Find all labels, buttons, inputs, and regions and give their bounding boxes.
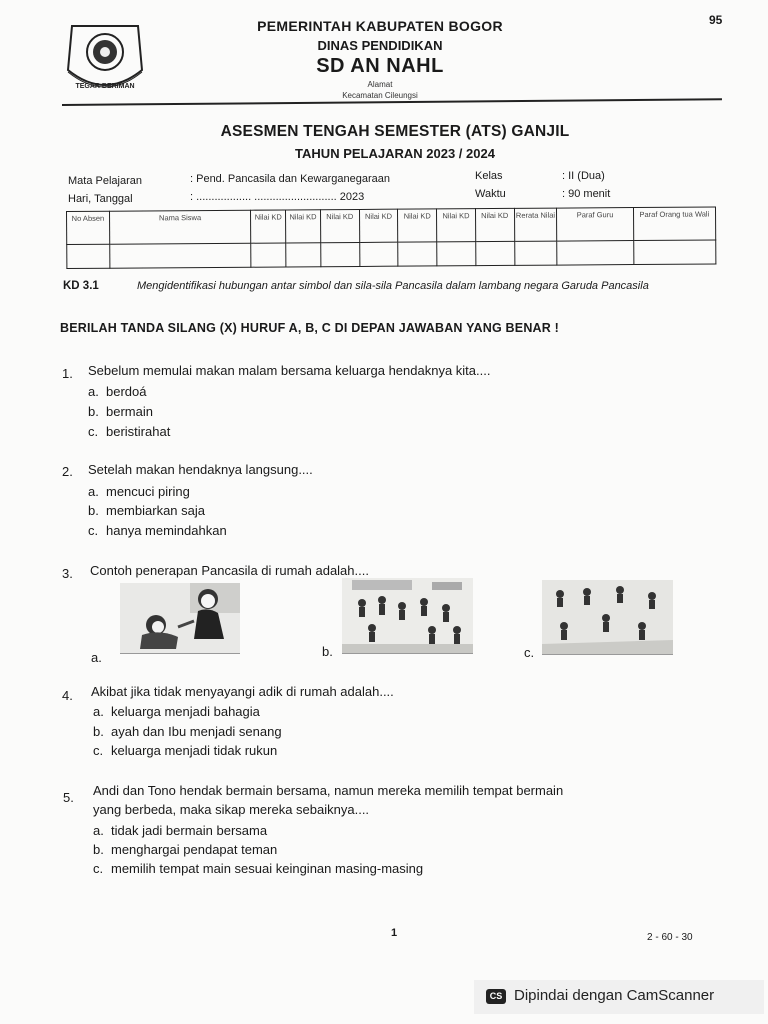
q4-option-c[interactable]: c. keluarga menjadi tidak rukun <box>93 743 278 758</box>
th-rerata-nilai: Rerata Nilai <box>514 208 557 241</box>
th-nilai-kd: Nilai KD <box>437 209 476 242</box>
q3-option-a[interactable]: a. <box>91 650 102 665</box>
q1-text: Sebelum memulai makan malam bersama keluarga hendaknya kita.... <box>88 363 491 378</box>
q3-option-c[interactable]: c. <box>524 645 535 660</box>
th-nilai-kd: Nilai KD <box>320 209 359 242</box>
q2-option-c[interactable]: c. hanya memindahkan <box>88 523 227 538</box>
page-code: 2 - 60 - 30 <box>647 932 693 943</box>
q2-option-b[interactable]: b. membiarkan saja <box>88 503 205 518</box>
class-value: : II (Dua) <box>562 170 605 182</box>
th-no-absen: No Absen <box>67 211 110 244</box>
q3-text: Contoh penerapan Pancasila di rumah adalah.... <box>90 563 369 578</box>
th-nilai-kd: Nilai KD <box>475 208 514 241</box>
header-gov: PEMERINTAH KABUPATEN BOGOR <box>257 18 503 34</box>
logo-text: TEGAR BERIMAN <box>75 83 135 90</box>
exam-year: TAHUN PELAJARAN 2023 / 2024 <box>295 146 495 161</box>
camscanner-text: Dipindai dengan CamScanner <box>514 987 715 1004</box>
th-nama-siswa: Nama Siswa <box>109 210 251 244</box>
header-school: SD AN NAHL <box>316 55 444 77</box>
q5-option-b[interactable]: b. menghargai pendapat teman <box>93 842 278 857</box>
instruction: BERILAH TANDA SILANG (X) HURUF A, B, C DI DEPAN JAWABAN YANG BENAR ! <box>60 321 560 335</box>
th-nilai-kd: Nilai KD <box>286 210 321 243</box>
q4-option-a[interactable]: a. keluarga menjadi bahagia <box>93 704 260 719</box>
header-dept: DINAS PENDIDIKAN <box>317 38 443 53</box>
date-value: : .................. ........................... 2023 <box>190 191 365 203</box>
class-label: Kelas <box>475 170 503 182</box>
th-nilai-kd: Nilai KD <box>398 209 437 242</box>
q3-number: 3. <box>62 566 73 581</box>
q3-image-b[interactable] <box>342 578 473 654</box>
school-logo <box>60 22 150 102</box>
q3-option-b[interactable]: b. <box>322 644 333 659</box>
q5-number: 5. <box>63 790 74 805</box>
camscanner-icon: CS <box>486 989 506 1004</box>
q4-text: Akibat jika tidak menyayangi adik di rumah adalah.... <box>91 684 394 699</box>
q2-number: 2. <box>62 464 73 479</box>
page-number: 95 <box>709 13 723 27</box>
q5-option-c[interactable]: c. memilih tempat main sesuai keinginan masing-masing <box>93 861 424 876</box>
q2-text: Setelah makan hendaknya langsung.... <box>88 462 313 477</box>
kd-label: KD 3.1 <box>63 280 99 292</box>
th-paraf-ortu: Paraf Orang tua Wali <box>633 207 716 241</box>
score-table <box>66 206 716 269</box>
camscanner-watermark <box>474 980 764 1014</box>
header-address-label: Alamat <box>367 80 393 89</box>
page-footer-number: 1 <box>391 927 398 939</box>
q5-option-a[interactable]: a. tidak jadi bermain bersama <box>93 823 268 838</box>
subject-value: : Pend. Pancasila dan Kewarganegaraan <box>190 173 390 185</box>
q3-image-c[interactable] <box>542 580 673 655</box>
q1-option-a[interactable]: a. berdoá <box>88 384 147 399</box>
q4-number: 4. <box>62 688 73 703</box>
time-value: : 90 menit <box>562 188 611 200</box>
th-paraf-guru: Paraf Guru <box>557 208 634 242</box>
th-nilai-kd: Nilai KD <box>251 210 286 243</box>
q2-option-a[interactable]: a. mencuci piring <box>88 484 190 499</box>
q4-option-b[interactable]: b. ayah dan Ibu menjadi senang <box>93 724 282 739</box>
header-address-value: Kecamatan Cileungsi <box>342 91 418 100</box>
q1-option-b[interactable]: b. bermain <box>88 404 153 419</box>
date-label: Hari, Tanggal <box>68 193 133 205</box>
q5-text-line2: yang berbeda, maka sikap mereka sebaiknya.... <box>93 802 370 817</box>
th-nilai-kd: Nilai KD <box>359 209 398 242</box>
q1-option-c[interactable]: c. beristirahat <box>88 424 171 439</box>
q1-number: 1. <box>62 366 73 381</box>
time-label: Waktu <box>475 188 506 200</box>
q5-text-line1: Andi dan Tono hendak bermain bersama, namun mereka memilih tempat bermain <box>93 783 564 798</box>
kd-text: Mengidentifikasi hubungan antar simbol dan sila-sila Pancasila dalam lambang negara Garuda Pancasila <box>137 280 649 292</box>
q3-image-a[interactable] <box>120 583 240 654</box>
exam-title: ASESMEN TENGAH SEMESTER (ATS) GANJIL <box>220 123 570 140</box>
subject-label: Mata Pelajaran <box>68 175 142 187</box>
